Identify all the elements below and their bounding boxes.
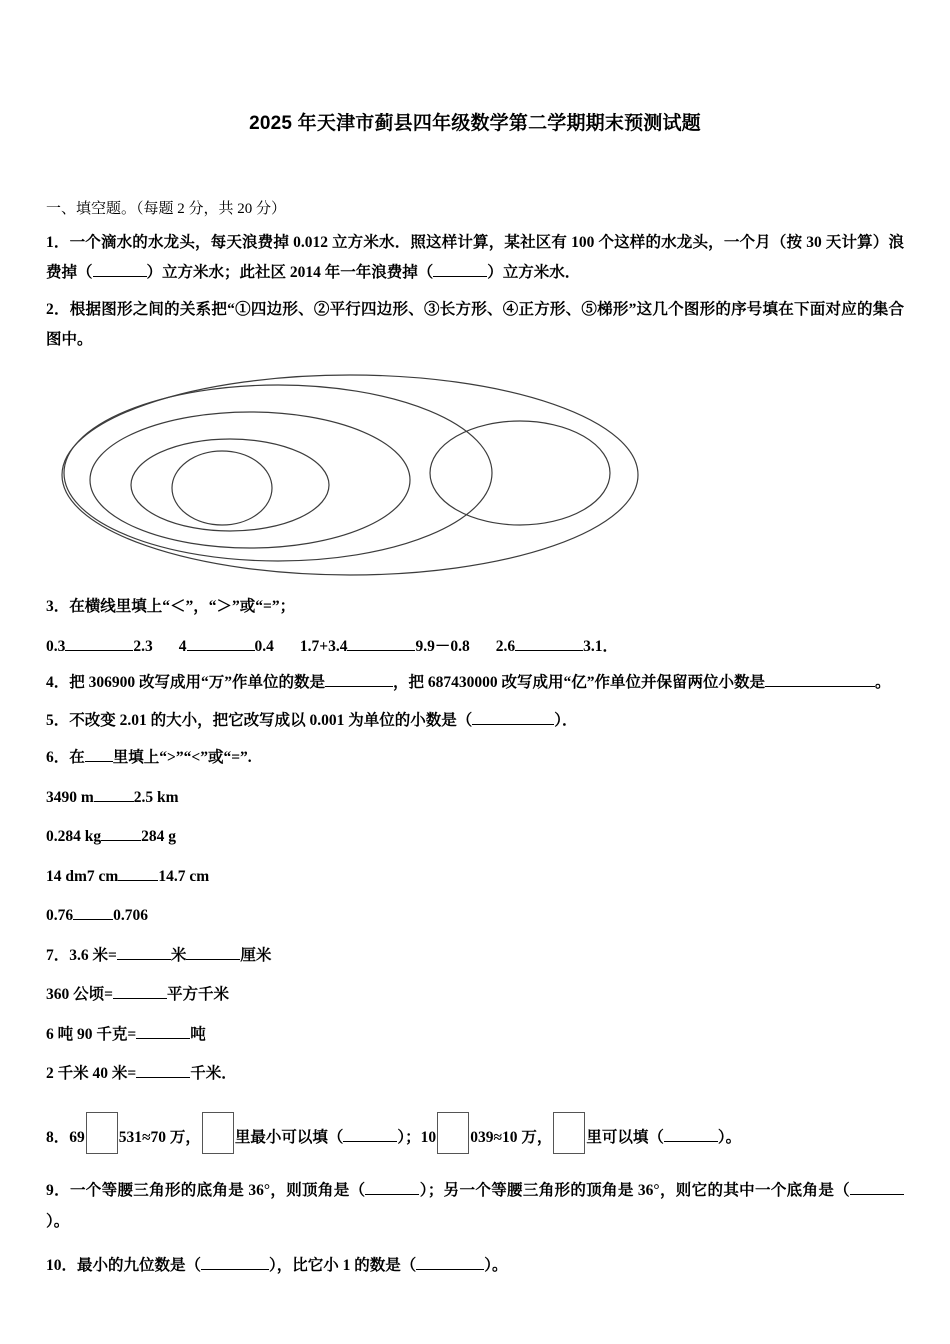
q8-t5: 039≈10 万， [470, 1129, 553, 1147]
question-5-text-b: ）． [554, 711, 578, 729]
question-10-text-c: ）。 [484, 1256, 508, 1274]
question-6 [46, 743, 904, 773]
question-7-line-3 [46, 1020, 904, 1049]
q8-t4: ）；10 [397, 1129, 437, 1147]
q7-line-1-blank-2[interactable] [186, 959, 240, 960]
q7-line-2-mid: 平方千米 [166, 986, 229, 1004]
question-3 [46, 592, 904, 622]
question-5-blank[interactable] [472, 724, 554, 725]
question-1-text-a: 一个滴水的水龙头，每天浪费掉 0.012 立方米水．照这样计算，某社区有 100 个这样的水龙头，一个月（按 30 天计算）浪费掉（ [46, 233, 904, 281]
q3-cmp-2-left: 4 [178, 637, 187, 655]
question-2-number: 2． [46, 301, 70, 319]
question-1 [46, 228, 904, 288]
q3-cmp-3-blank[interactable] [347, 650, 415, 651]
question-6-line-3 [46, 862, 904, 891]
q8-digit-box-4[interactable] [553, 1112, 585, 1154]
question-3-number: 3． [46, 597, 70, 615]
q8-t6: 里可以填（ [586, 1129, 664, 1147]
q8-t1: 69 [69, 1129, 85, 1147]
q7-line-1-mid: 米 [170, 946, 187, 964]
q7-line-4-blank[interactable] [136, 1077, 190, 1078]
question-4 [46, 668, 904, 698]
question-4-number: 4． [46, 674, 70, 692]
question-7-number: 7． [46, 946, 70, 964]
q6-line-2-right: 284 g [141, 828, 176, 846]
question-6-text-a: 在 [69, 748, 85, 766]
q7-line-3-blank[interactable] [136, 1038, 190, 1039]
q6-line-3-right: 14.7 cm [158, 867, 210, 885]
question-1-text-b: ）立方米水；此社区 2014 年一年浪费掉（ [146, 263, 434, 281]
question-4-text-c: 。 [875, 674, 891, 692]
question-2-text: 根据图形之间的关系把“①四边形、②平行四边形、③长方形、④正方形、⑤梯形”这几个图形的序号填在下面对应的集合图中。 [46, 301, 904, 349]
trapezoid-ellipse [430, 421, 610, 525]
q3-cmp-4-blank[interactable] [515, 650, 583, 651]
question-5 [46, 706, 904, 736]
q8-blank-2[interactable] [664, 1141, 718, 1142]
q7-line-1-pre: 3.6 米= [69, 946, 117, 964]
q3-cmp-4-left: 2.6 [495, 637, 516, 655]
q3-cmp-3-right: 9.9－0.8 [415, 637, 470, 655]
q3-cmp-3-left: 1.7+3.4 [299, 637, 348, 655]
question-10-text-b: ），比它小 1 的数是（ [269, 1256, 417, 1274]
question-10-text-a: 最小的九位数是（ [77, 1256, 202, 1274]
parallelogram-ellipse [90, 412, 410, 548]
question-10-blank-2[interactable] [416, 1269, 484, 1270]
question-4-text-a: 把 306900 改写成用“万”作单位的数是 [69, 674, 326, 692]
question-3-text: 在横线里填上“＜”，“＞”或“=”； [69, 597, 296, 615]
question-9-blank-2[interactable] [850, 1194, 904, 1195]
q6-line-2-left: 0.284 kg [46, 828, 102, 846]
q7-line-1-post: 厘米 [240, 946, 272, 964]
question-10 [46, 1251, 904, 1281]
q6-line-3-blank[interactable] [118, 880, 158, 881]
question-8-number: 8． [46, 1129, 70, 1147]
question-4-blank-2b[interactable] [847, 686, 875, 687]
question-10-number: 10． [46, 1256, 78, 1274]
question-8 [46, 1112, 904, 1154]
q6-line-4-left: 0.76 [46, 907, 74, 925]
question-4-text-b: ，把 687430000 改写成用“亿”作单位并保留两位小数是 [393, 674, 766, 692]
question-1-blank-1[interactable] [93, 276, 147, 277]
q8-t7: ）。 [717, 1129, 742, 1147]
q6-line-4-blank[interactable] [73, 919, 113, 920]
question-5-text-a: 不改变 2.01 的大小，把它改写成以 0.001 为单位的小数是（ [69, 711, 473, 729]
question-1-number: 1． [46, 233, 70, 251]
outer-universe-ellipse [62, 375, 638, 575]
page-title: 2025 年天津市蓟县四年级数学第二学期期末预测试题 [249, 113, 701, 134]
q3-cmp-4-right: 3.1． [583, 637, 618, 655]
q7-line-3-mid: 吨 [190, 1025, 206, 1043]
q7-line-2-blank[interactable] [113, 998, 167, 999]
section-heading: 一、填空题。（每题 2 分，共 20 分） [46, 201, 287, 217]
question-6-inline-blank[interactable] [85, 761, 113, 762]
q6-line-1-left: 3490 m [46, 788, 94, 806]
question-4-blank-1[interactable] [325, 686, 393, 687]
question-9-text-a: 一个等腰三角形的底角是 36°，则顶角是（ [69, 1182, 366, 1200]
venn-diagram-svg [50, 370, 670, 585]
q6-line-4-right: 0.706 [113, 907, 148, 925]
q7-line-4-pre: 2 千米 40 米= [46, 1065, 137, 1082]
q6-line-1-blank[interactable] [94, 801, 134, 802]
venn-diagram [50, 370, 904, 585]
q8-t3: 里最小可以填（ [234, 1129, 344, 1147]
q3-cmp-1-right: 2.3 [133, 637, 153, 655]
question-4-blank-2[interactable] [765, 686, 847, 687]
square-ellipse [172, 451, 272, 525]
question-6-line-2 [46, 822, 904, 851]
question-1-text-c: ）立方米水． [487, 263, 581, 281]
q3-cmp-2-right: 0.4 [254, 637, 274, 655]
question-6-line-4 [46, 901, 904, 930]
question-7-line-2 [46, 980, 904, 1009]
question-9 [46, 1176, 904, 1236]
q7-line-4-mid: 千米． [190, 1065, 237, 1082]
question-6-text-b: 里填上“>”“<”或“=”. [112, 748, 252, 766]
q7-line-3-pre: 6 吨 90 千克= [46, 1025, 137, 1043]
question-2 [46, 295, 904, 355]
question-1-blank-2[interactable] [433, 276, 487, 277]
q3-cmp-1-left: 0.3 [46, 637, 66, 655]
question-6-line-1 [46, 783, 904, 812]
q3-cmp-2-blank[interactable] [187, 650, 255, 651]
q6-line-2-blank[interactable] [101, 840, 141, 841]
question-9-text-c: ）。 [46, 1212, 70, 1230]
q6-line-3-left: 14 dm7 cm [46, 867, 119, 885]
question-7-line-1 [46, 941, 904, 970]
question-9-blank-1[interactable] [365, 1194, 419, 1195]
question-9-text-b: ）；另一个等腰三角形的顶角是 36°，则它的其中一个底角是（ [419, 1182, 851, 1200]
q8-digit-box-1[interactable] [86, 1112, 118, 1154]
q6-line-1-right: 2.5 km [133, 788, 179, 806]
q7-line-2-pre: 360 公顷= [46, 986, 113, 1004]
question-5-number: 5． [46, 711, 70, 729]
question-6-number: 6． [46, 748, 70, 766]
q8-digit-box-3[interactable] [437, 1112, 469, 1154]
q3-cmp-1-blank[interactable] [65, 650, 133, 651]
q8-digit-box-2[interactable] [202, 1112, 234, 1154]
question-9-number: 9． [46, 1182, 70, 1200]
question-7-line-4 [46, 1059, 904, 1088]
q8-blank-1[interactable] [343, 1141, 397, 1142]
question-3-comparisons [46, 632, 904, 661]
q7-line-1-blank-1[interactable] [117, 959, 171, 960]
question-10-blank-1[interactable] [201, 1269, 269, 1270]
q8-t2: 531≈70 万， [118, 1129, 201, 1147]
rectangle-ellipse [131, 439, 329, 531]
